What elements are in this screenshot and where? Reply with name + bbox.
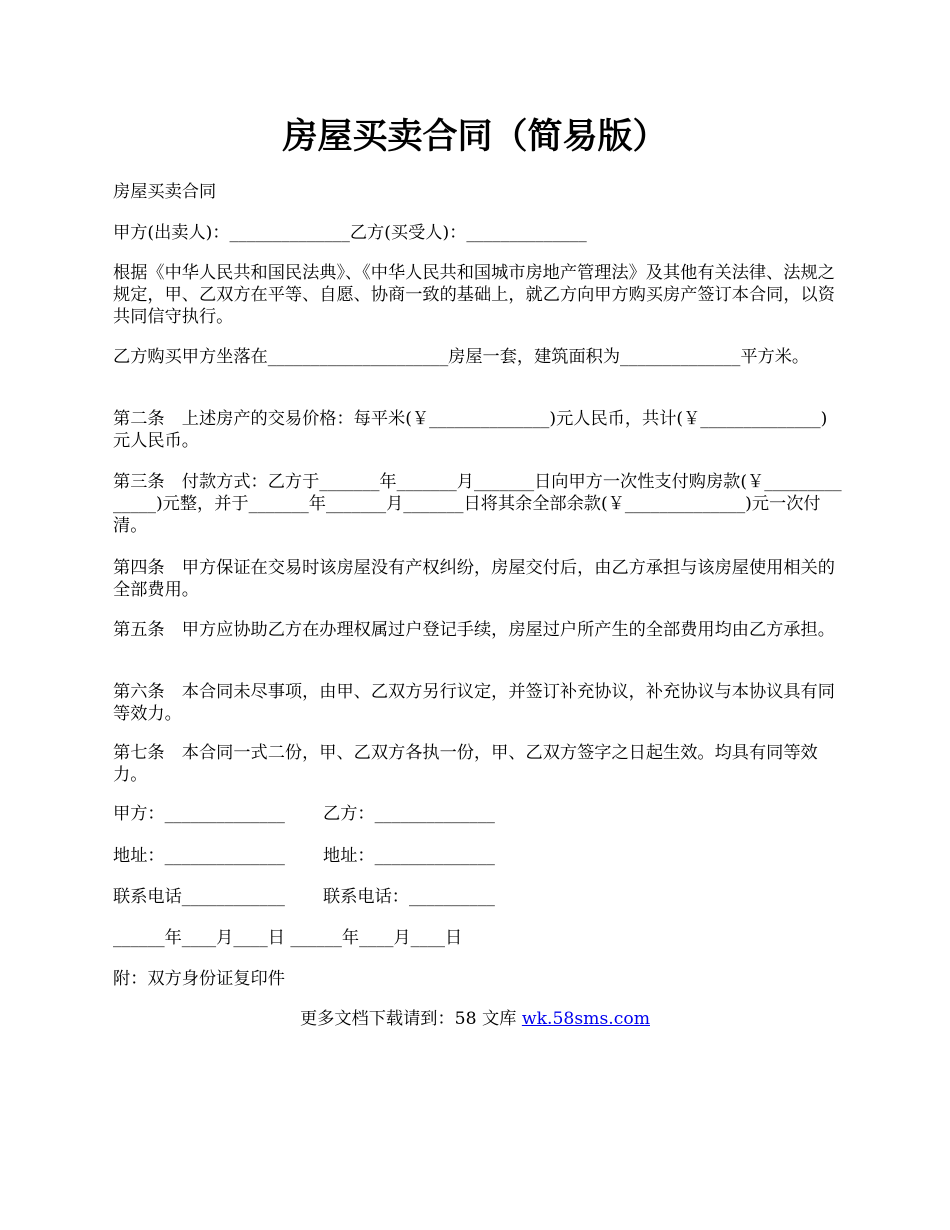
article-3: 第三条 付款方式：乙方于_______年_______月_______日向甲方一次性支付购房款(￥______________)元整，并于_______年_______月_______日将其余全部余款(￥______________)元一次付清。 xyxy=(113,472,842,536)
phone-party-a: 联系电话____________ xyxy=(113,887,285,907)
footer-text: 更多文档下载请到：58 文库 xyxy=(299,1009,522,1029)
article-4: 第四条 甲方保证在交易时该房屋没有产权纠纷，房屋交付后，由乙方承担与该房屋使用相关的全部费用。 xyxy=(113,558,835,600)
document-title: 房屋买卖合同（简易版） xyxy=(282,116,668,157)
footer-note xyxy=(0,1008,950,1030)
address-party-a: 地址：______________ xyxy=(113,846,285,866)
signature-party-a: 甲方：______________ xyxy=(113,804,285,824)
footer-link[interactable]: wk.58sms.com xyxy=(521,1009,650,1029)
document-subtitle: 房屋买卖合同 xyxy=(113,182,217,202)
article-1: 乙方购买甲方坐落在_____________________房屋一套，建筑面积为______________平方米。 xyxy=(113,347,810,367)
date-line: ______年____月____日 ______年____月____日 xyxy=(113,928,463,948)
intro-paragraph: 根据《中华人民共和国民法典》、《中华人民共和国城市房地产管理法》及其他有关法律、法规之规定，甲、乙双方在平等、自愿、协商一致的基础上，就乙方向甲方购买房产签订本合同，以资共同信守执行。 xyxy=(113,263,835,327)
address-party-b: 地址：______________ xyxy=(323,846,495,866)
article-2: 第二条 上述房产的交易价格：每平米(￥______________)元人民币，共计(￥______________)元人民币。 xyxy=(113,409,828,451)
signature-party-b: 乙方：______________ xyxy=(323,804,495,824)
parties-line: 甲方(出卖人)：______________乙方(买受人)：______________ xyxy=(113,223,587,243)
article-6: 第六条 本合同未尽事项，由甲、乙双方另行议定，并签订补充协议，补充协议与本协议具有同等效力。 xyxy=(113,682,835,724)
phone-party-b: 联系电话：__________ xyxy=(323,887,495,907)
article-5: 第五条 甲方应协助乙方在办理权属过户登记手续，房屋过户所产生的全部费用均由乙方承担。 xyxy=(113,620,835,640)
attachment-note: 附：双方身份证复印件 xyxy=(113,969,285,989)
article-7: 第七条 本合同一式二份，甲、乙双方各执一份，甲、乙双方签字之日起生效。均具有同等效力。 xyxy=(113,743,818,785)
